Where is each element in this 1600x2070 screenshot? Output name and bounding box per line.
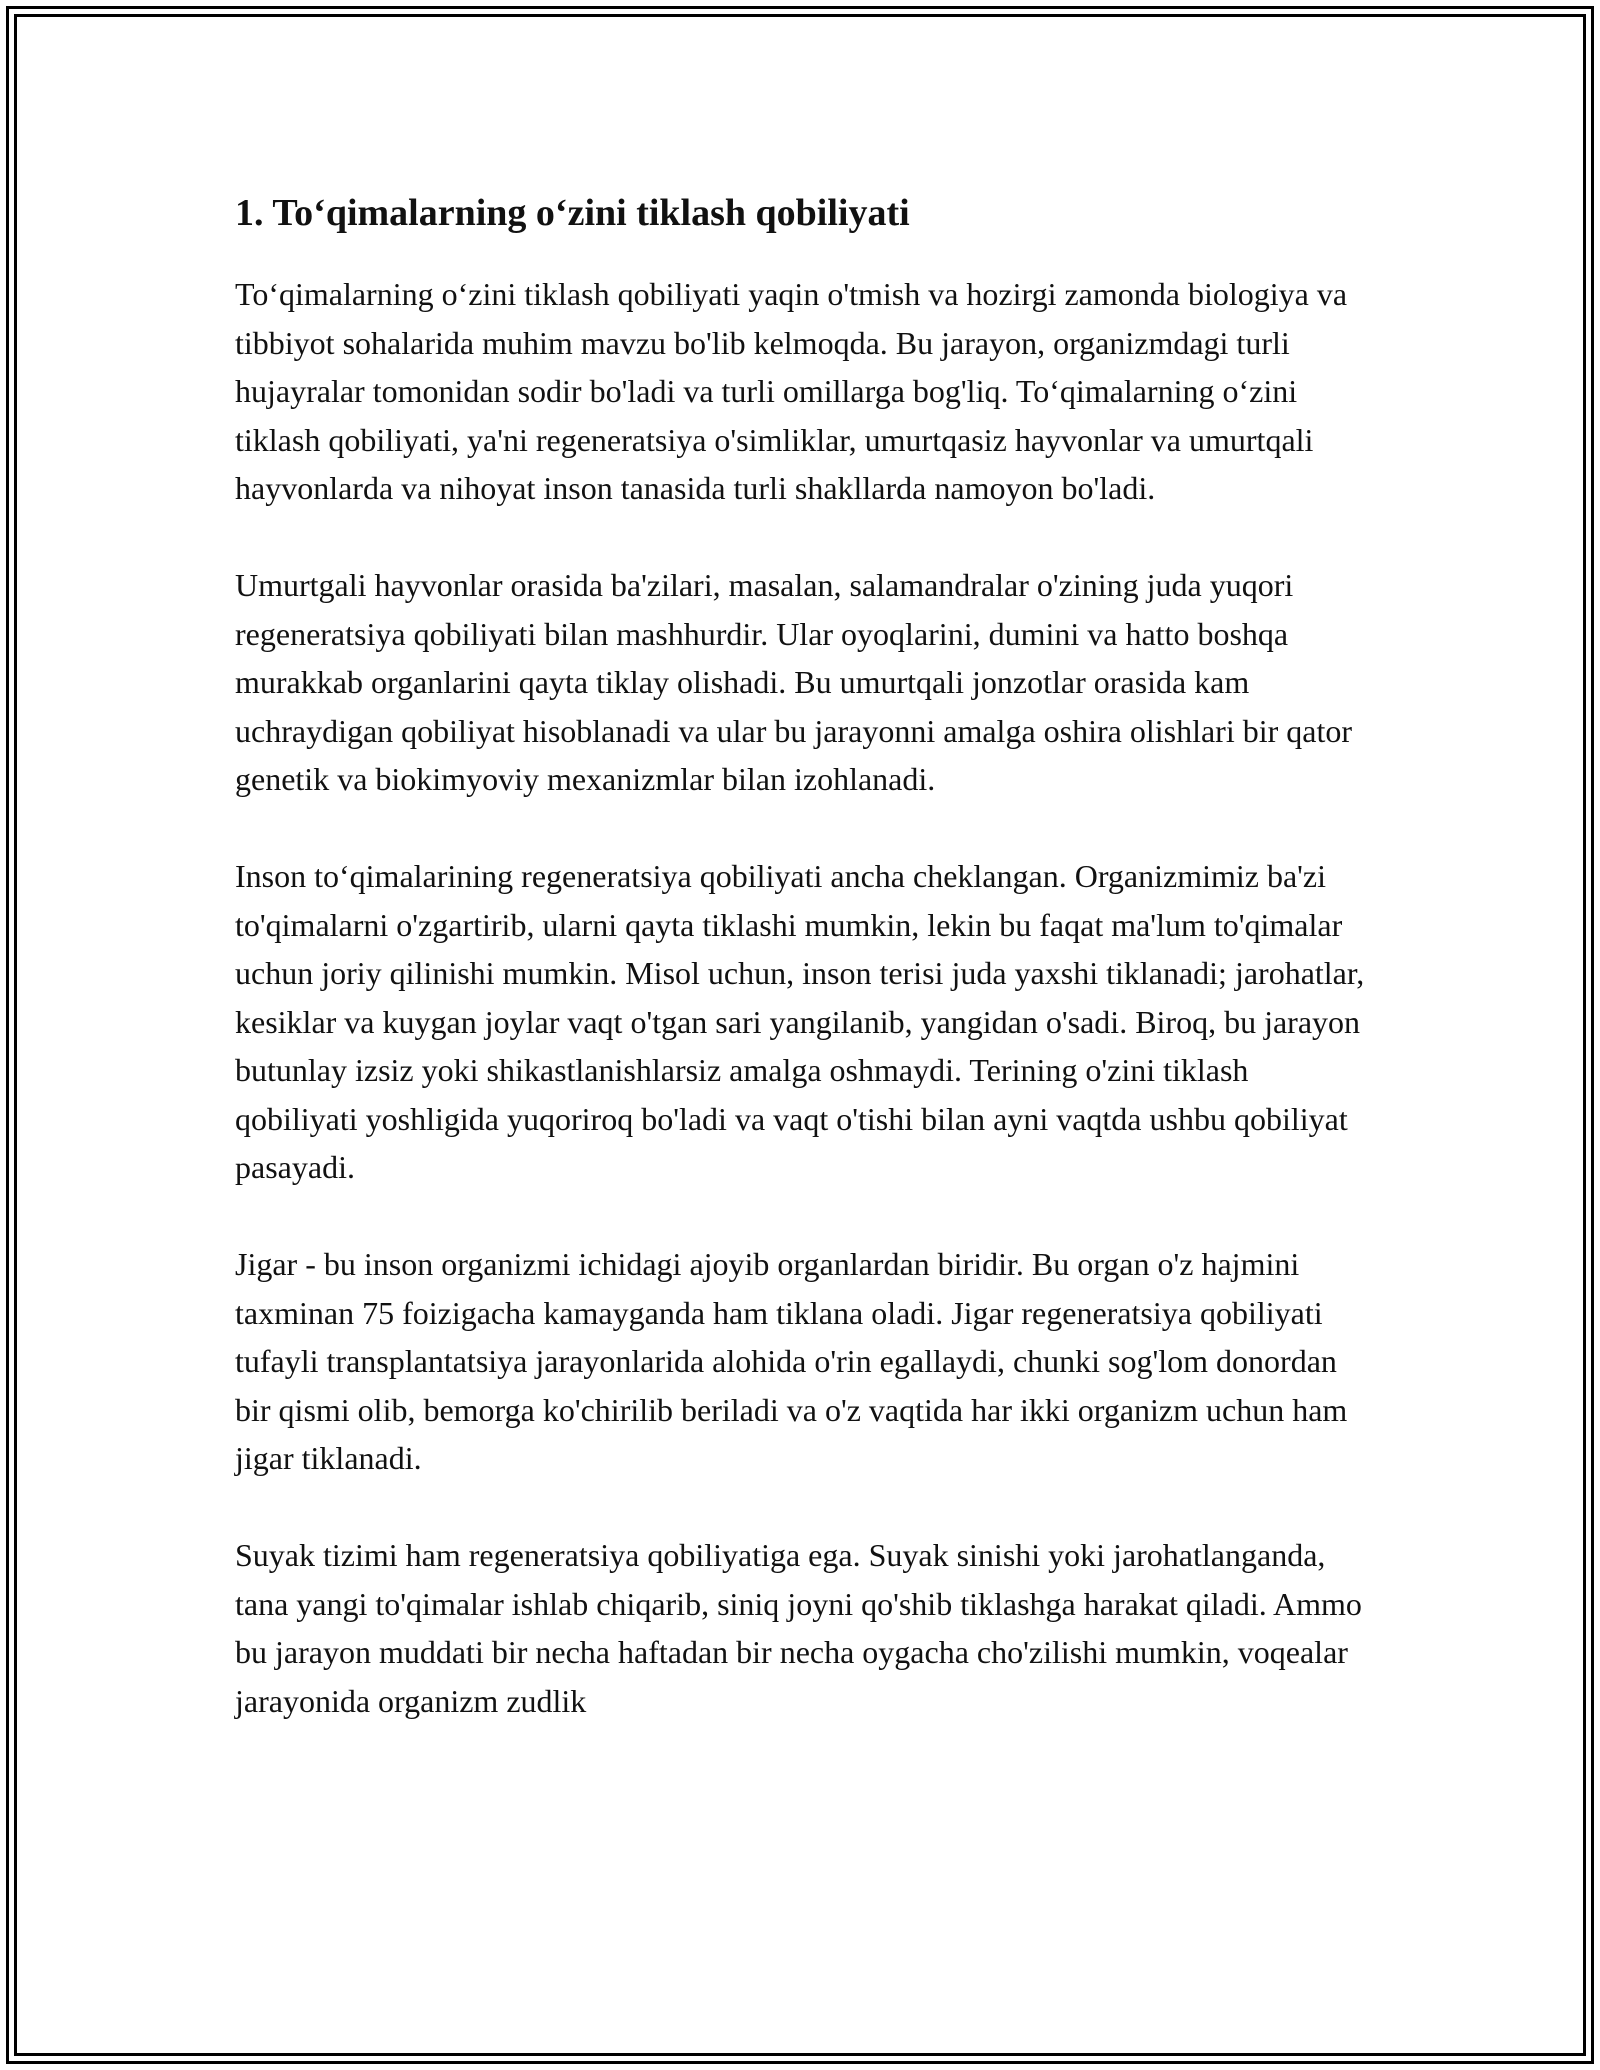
document-body	[235, 186, 1375, 1725]
paragraph-regeneration-intro: To‘qimalarning o‘zini tiklash qobiliyati yaqin o'tmish va hozirgi zamonda biologiya va tibbiyot sohalarida muhim mavzu bo'lib kelmoqda. Bu jarayon, organizmdagi turli hujayralar tomonidan sodir bo'ladi va turli omillarga bog'liq. To‘qimalarning o‘zini tiklash qobiliyati, ya'ni regeneratsiya o'simliklar, umurtqasiz hayvonlar va umurtqali hayvonlarda va nihoyat inson tanasida turli shakllarda namoyon bo'ladi.	[235, 276, 1348, 506]
paragraph-liver: Jigar - bu inson organizmi ichidagi ajoyib organlardan biridir. Bu organ o'z hajmini taxminan 75 foizigacha kamayganda ham tiklana oladi. Jigar regeneratsiya qobiliyati tufayli transplantatsiya jarayonlarida alohida o'rin egallaydi, chunki sog'lom donordan bir qismi olib, bemorga ko'chirilib beriladi va o'z vaqtida har ikki organizm uchun ham jigar tiklanadi.	[235, 1246, 1348, 1476]
section-heading: 1. To‘qimalarning o‘zini tiklash qobiliyati	[235, 192, 910, 234]
paragraph-vertebrates: Umurtgali hayvonlar orasida ba'zilari, masalan, salamandralar o'zining juda yuqori regeneratsiya qobiliyati bilan mashhurdir. Ular oyoqlarini, dumini va hatto boshqa murakkab organlarini qayta tiklay olishadi. Bu umurtqali jonzotlar orasida kam uchraydigan qobiliyat hisoblanadi va ular bu jarayonni amalga oshira olishlari bir qator genetik va biokimyoviy mexanizmlar bilan izohlanadi.	[235, 567, 1353, 797]
paragraph-human-tissues: Inson to‘qimalarining regeneratsiya qobiliyati ancha cheklangan. Organizmimiz ba'zi to'qimalarni o'zgartirib, ularni qayta tiklashi mumkin, lekin bu faqat ma'lum to'qimalar uchun joriy qilinishi mumkin. Misol uchun, inson terisi juda yaxshi tiklanadi; jarohatlar, kesiklar va kuygan joylar vaqt o'tgan sari yangilanib, yangidan o'sadi. Biroq, bu jarayon butunlay izsiz yoki shikastlanishlarsiz amalga oshmaydi. Terining o'zini tiklash qobiliyati yoshligida yuqoriroq bo'ladi va vaqt o'tishi bilan ayni vaqtda ushbu qobiliyat pasayadi.	[235, 858, 1365, 1185]
paragraph-bone: Suyak tizimi ham regeneratsiya qobiliyatiga ega. Suyak sinishi yoki jarohatlanganda, tana yangi to'qimalar ishlab chiqarib, siniq joyni qo'shib tiklashga harakat qiladi. Ammo bu jarayon muddati bir necha haftadan bir necha oygacha cho'zilishi mumkin, voqealar jarayonida organizm zudlik	[235, 1537, 1362, 1719]
